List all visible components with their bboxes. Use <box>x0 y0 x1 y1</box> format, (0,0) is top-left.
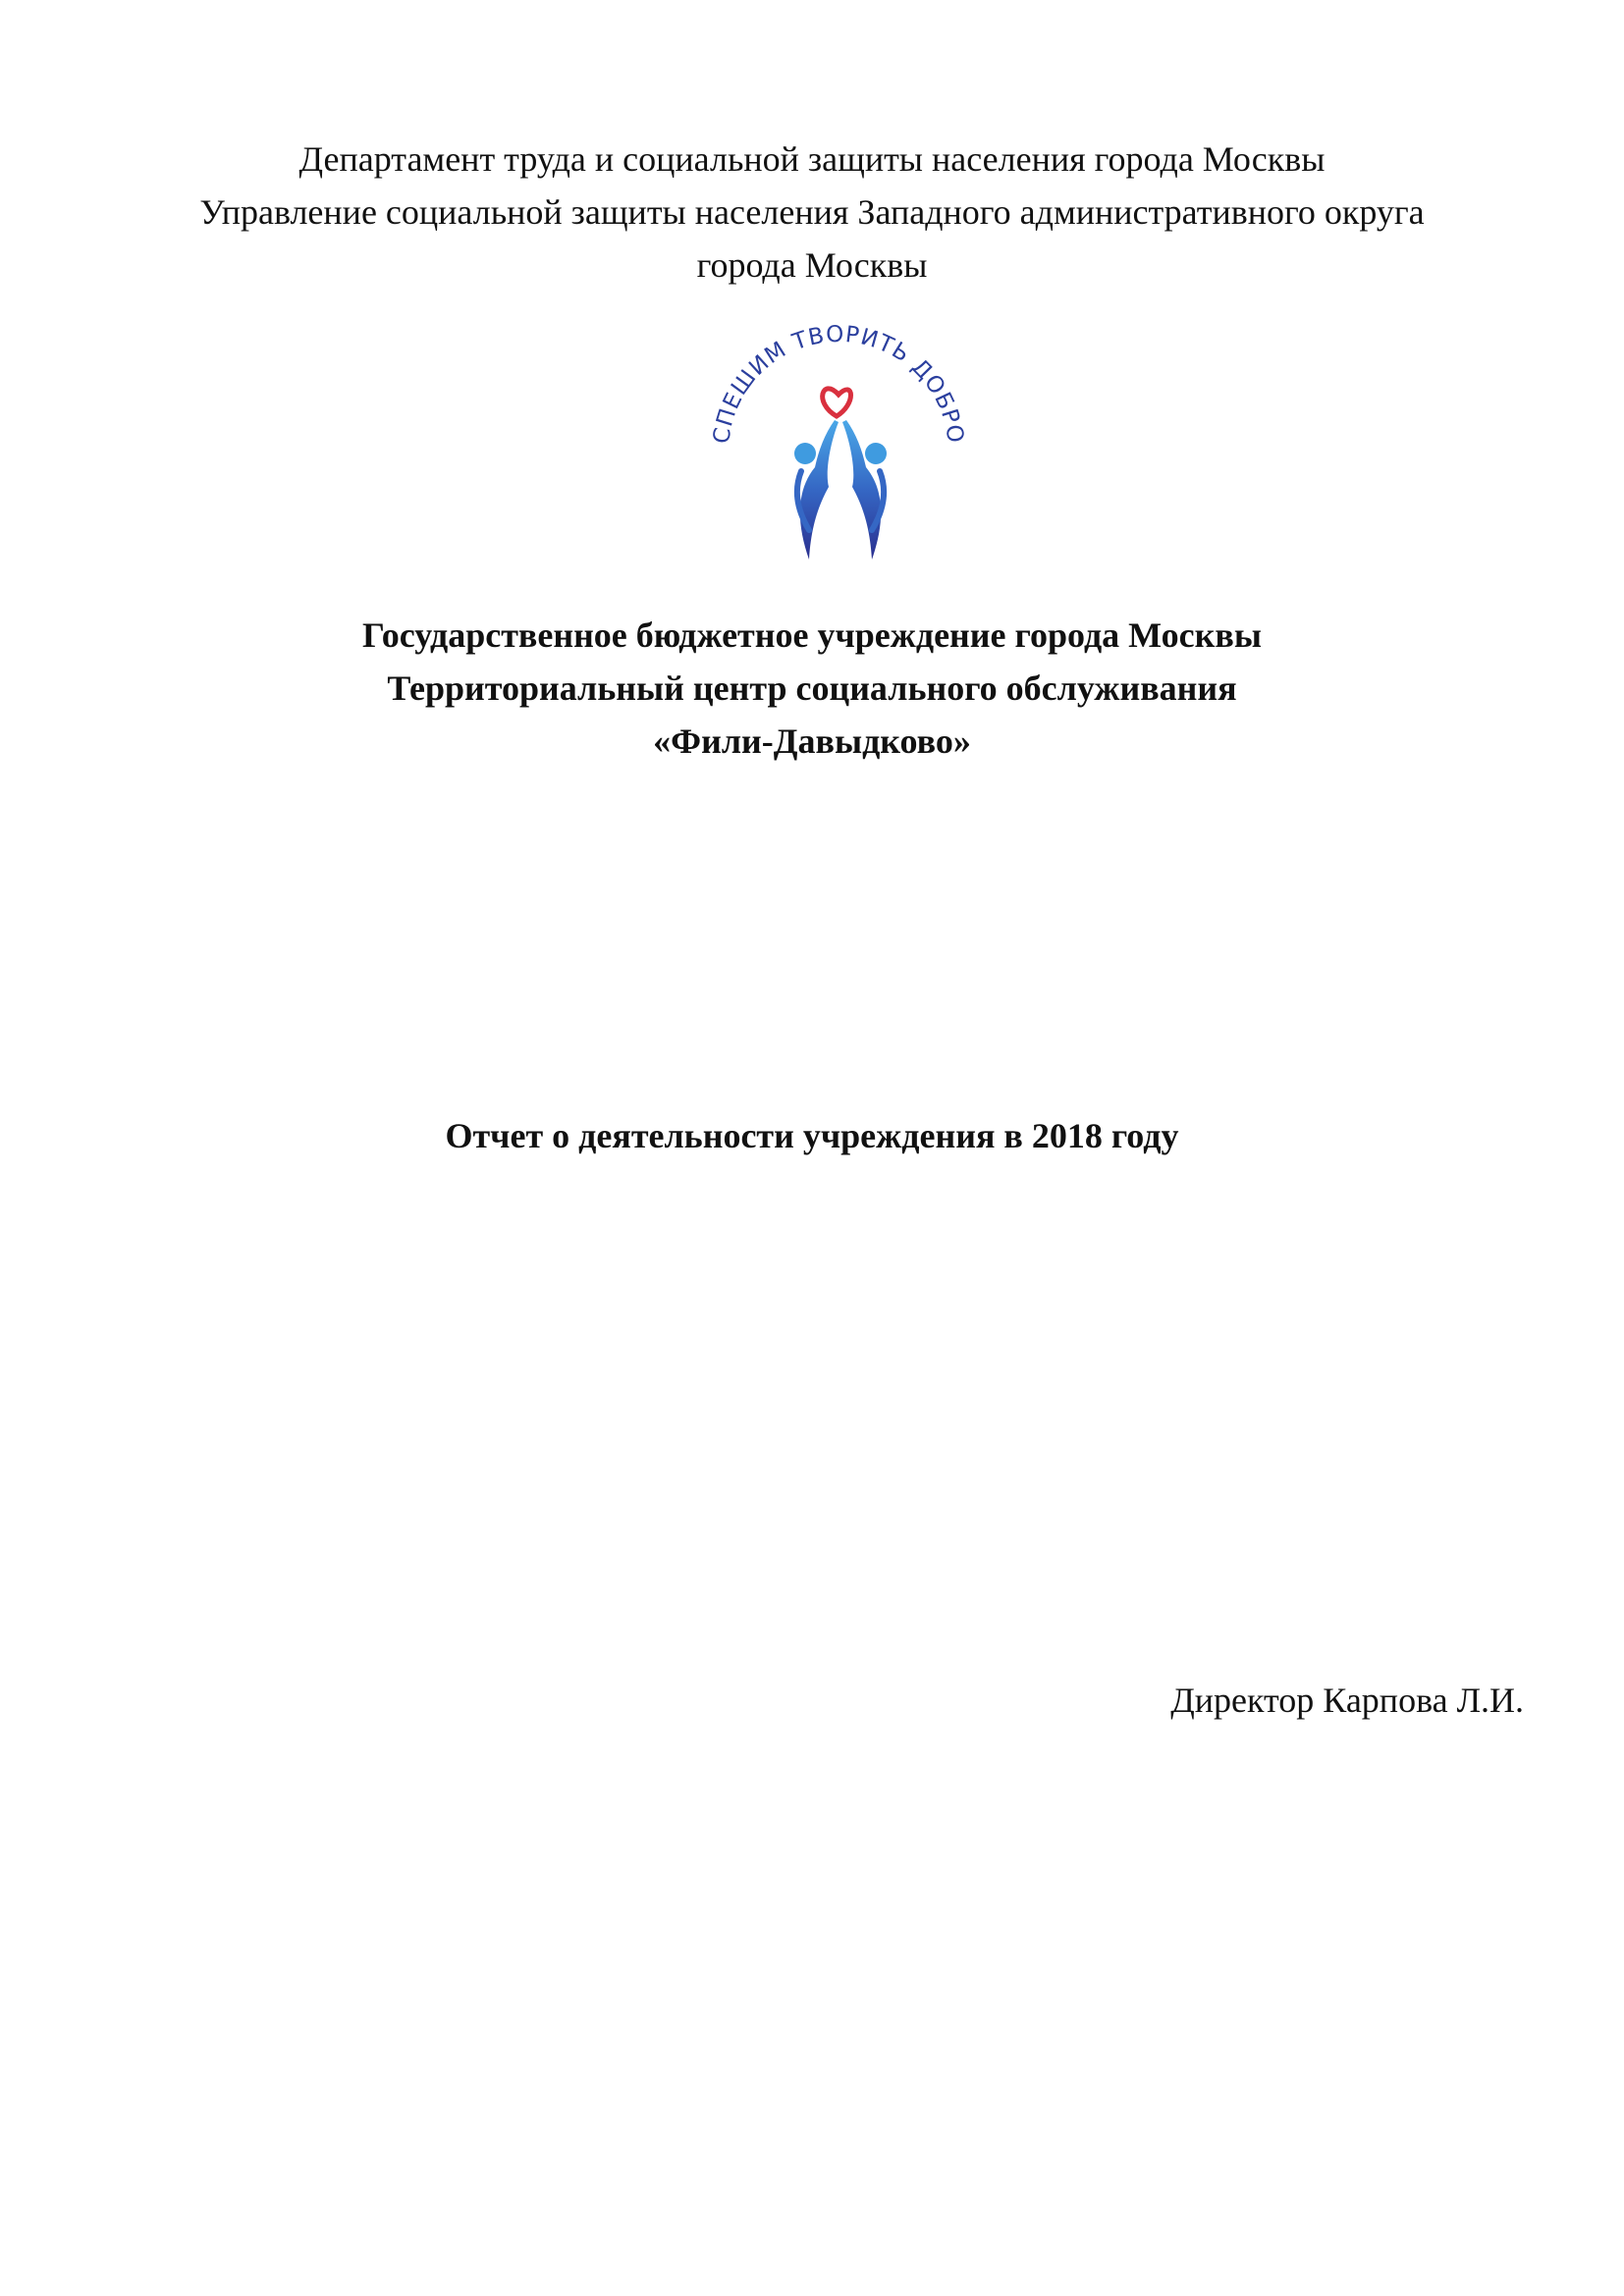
report-title: Отчет о деятельности учреждения в 2018 году <box>445 1116 1179 1155</box>
header-line-1: Департамент труда и социальной защиты населения города Москвы <box>298 139 1326 179</box>
org-line-1: Государственное бюджетное учреждение города Москвы <box>362 615 1262 655</box>
director-signature: Директор Карпова Л.И. <box>1170 1681 1524 1720</box>
org-line-3: «Фили-Давыдково» <box>653 721 971 761</box>
organization-logo <box>699 324 984 569</box>
left-figure-icon <box>794 420 839 560</box>
header-line-2: Управление социальной защиты населения Западного административного округа <box>199 192 1425 232</box>
header-line-3: города Москвы <box>696 245 928 285</box>
logo-slogan-text: СПЕШИМ ТВОРИТЬ ДОБРО <box>709 324 968 446</box>
organization-name <box>0 609 1624 768</box>
department-header <box>0 133 1624 292</box>
org-line-2: Территориальный центр социального обслуживания <box>387 668 1237 708</box>
heart-icon <box>823 389 851 416</box>
right-figure-icon <box>842 420 887 560</box>
